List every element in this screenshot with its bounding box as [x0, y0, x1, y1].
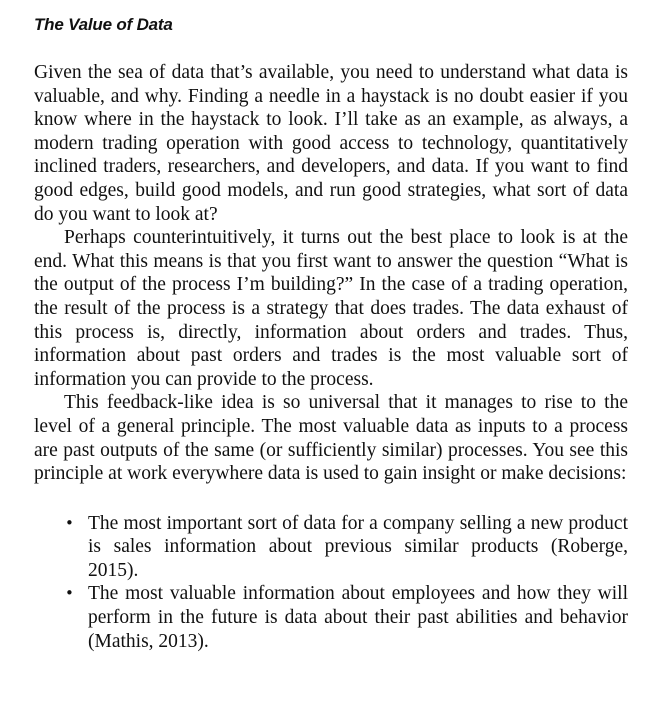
paragraph-output-process: Perhaps counterintuitively, it turns out the best place to look is at the end. What this means is that you first want to answer the question “What is the output of the process I’m building?” In the case of a trading operation, the result of the process is a strategy that does trades. The data exhaust of this process is, directly, information about orders and trades. Thus, information about past orders and trades is the most valuable sort of information you can provide to the process. [34, 227, 628, 390]
bullet-item-employee-data [34, 582, 628, 653]
bullet-text: The most important sort of data for a company selling a new product is sales information about previous similar products (Roberge, 2015). [88, 512, 628, 581]
bullet-icon: • [65, 584, 74, 603]
bullet-icon: • [65, 513, 74, 532]
book-page [34, 14, 628, 653]
paragraph-intro: Given the sea of data that’s available, you need to understand what data is valuable, and why. Finding a needle in a haystack is no doubt easier if you know where in the haystack to look. I’ll take as an example, as always, a modern trading operation with good access to technology, quantitatively inclined traders, researchers, and developers, and data. If you want to find good edges, build good models, and run good strategies, what sort of data do you want to look at? [34, 62, 628, 225]
example-bullet-list [34, 512, 628, 654]
bullet-item-sales-data [34, 512, 628, 583]
section-heading: The Value of Data [34, 15, 173, 34]
paragraph-feedback-principle: This feedback-like idea is so universal that it manages to rise to the level of a general principle. The most valuable data as inputs to a process are past outputs of the same (or sufficiently similar) processes. You see this principle at work everywhere data is used to gain insight or make decisions: [34, 392, 628, 485]
bullet-text: The most valuable information about employees and how they will perform in the future is data about their past abilities and behavior (Mathis, 2013). [88, 583, 628, 652]
